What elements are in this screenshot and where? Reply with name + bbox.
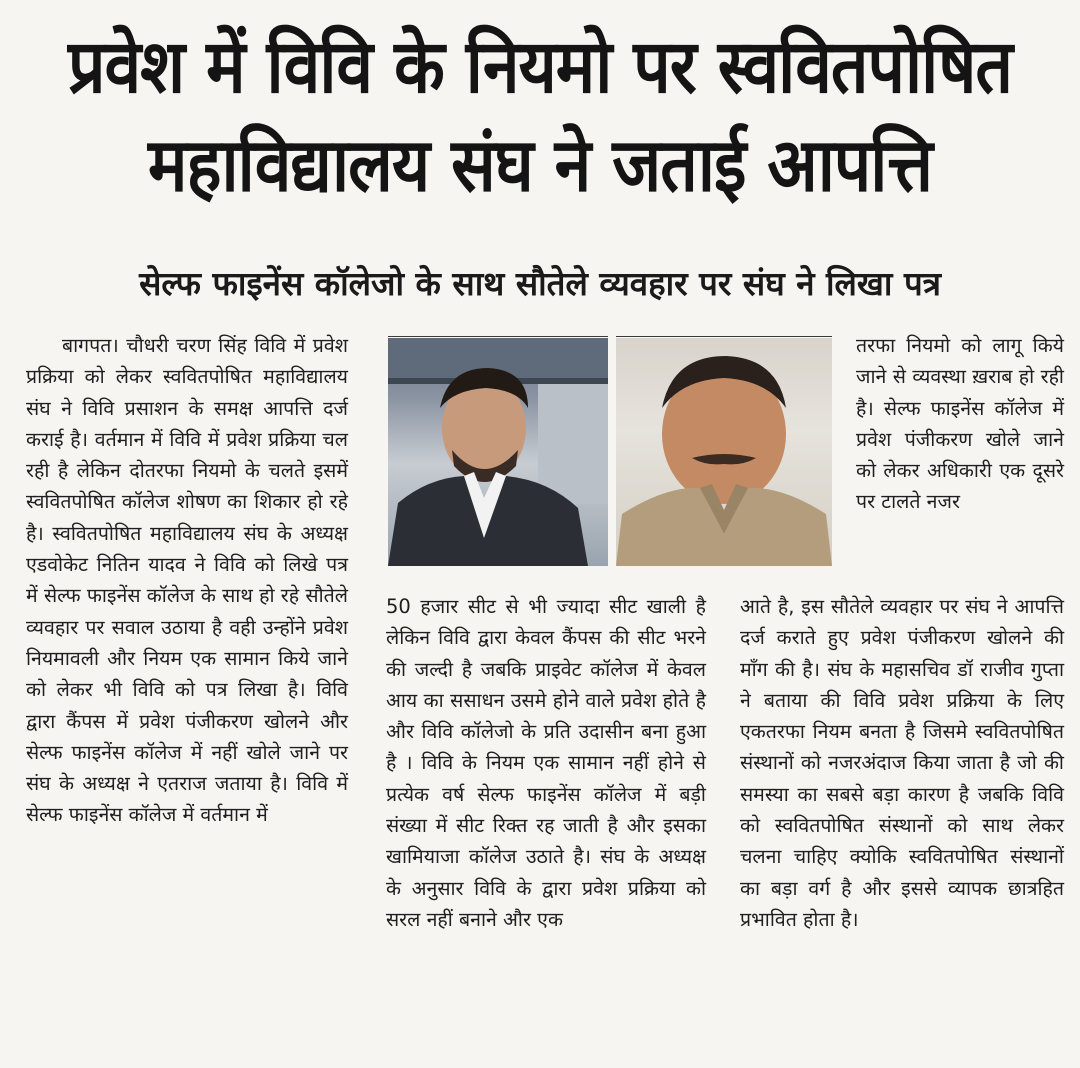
article-column-2: 50 हजार सीट से भी ज्यादा सीट खाली है लेकिन विवि द्वारा केवल कैंपस की सीट भरने की जल्दी है जबकि प्राइवेट कॉलेज में केवल आय का ससाधन उसमे होने वाले प्रवेश होते है और विवि कॉलेजो के प्रति उदासीन बना हुआ है । विवि के नियम एक सामान नहीं होने से प्रत्येक वर्ष सेल्फ फाइनेंस कॉलेज में बड़ी संख्या में सीट रिक्त रह जाती है और इसका खामियाजा कॉलेज उठाते है। संघ के अध्यक्ष के अनुसार विवि के द्वारा प्रवेश प्रक्रिया को सरल नहीं बनाने और एक: [386, 595, 706, 931]
article-column-3-top: तरफा नियमो को लागू किये जाने से व्यवस्था ख़राब हो रही है। सेल्फ फाइनेंस कॉलेज में प्रवेश पंजीकरण खोले जाने को लेकर अधिकारी एक दूसरे पर टालते नजर: [856, 334, 1064, 514]
headline-line-1: प्रवेश में विवि के नियमो पर स्ववितपोषित: [67, 23, 1012, 110]
headline: [10, 18, 1070, 215]
person-portrait-2-icon: [616, 338, 832, 566]
headline-line-2: महाविद्यालय संघ ने जताई आपत्ति: [148, 122, 932, 209]
article-column-1: बागपत। चौधरी चरण सिंह विवि में प्रवेश प्रक्रिया को लेकर स्ववितपोषित महाविद्यालय संघ ने विवि प्रसाशन के समक्ष आपत्ति दर्ज कराई है। वर्तमान में विवि में प्रवेश प्रक्रिया चल रही है लेकिन दोतरफा नियमो के चलते इसमें स्ववितपोषित कॉलेज शोषण का शिकार हो रहे है। स्ववितपोषित महाविद्यालय संघ के अध्यक्ष एडवोकेट नितिन यादव ने विवि को लिखे पत्र में सेल्फ फाइनेंस कॉलेज के साथ हो रहे सौतेले व्यवहार पर सवाल उठाया है वही उन्होंने प्रवेश नियमावली और नियम एक सामान किये जाने को लेकर भी विवि को पत्र लिखा है। विवि द्वारा कैंपस में प्रवेश पंजीकरण खोलने और सेल्फ फाइनेंस कॉलेज में नहीं खोले जाने पर संघ के अध्यक्ष ने एतराज जताया है। विवि में सेल्फ फाइनेंस कॉलेज में वर्तमान में: [26, 334, 348, 827]
subheadline: सेल्फ फाइनेंस कॉलेजो के साथ सौतेले व्यवहार पर संघ ने लिखा पत्र: [139, 264, 941, 303]
person-portrait-1-icon: [388, 338, 608, 566]
photo-top-rule-left: [388, 336, 608, 337]
photo-rajeev-gupta: [616, 338, 832, 566]
photo-nitin-yadav: [388, 338, 608, 566]
article-column-3-bottom: आते है, इस सौतेले व्यवहार पर संघ ने आपत्ति दर्ज कराते हुए प्रवेश पंजीकरण खोलने की माँग की है। संघ के महासचिव डॉ राजीव गुप्ता ने बताया की विवि प्रवेश प्रक्रिया के लिए एकतरफा नियम बनता है जिसमे स्ववितपोषित संस्थानों को नजरअंदाज किया जाता है जो की समस्या का सबसे बड़ा कारण है जबकि विवि को स्ववितपोषित संस्थानों को साथ लेकर चलना चाहिए क्योकि स्ववितपोषित संस्थानों का बड़ा वर्ग है और इससे व्यापक छात्रहित प्रभावित होता है।: [740, 595, 1064, 931]
photo-top-rule-right: [616, 336, 832, 337]
